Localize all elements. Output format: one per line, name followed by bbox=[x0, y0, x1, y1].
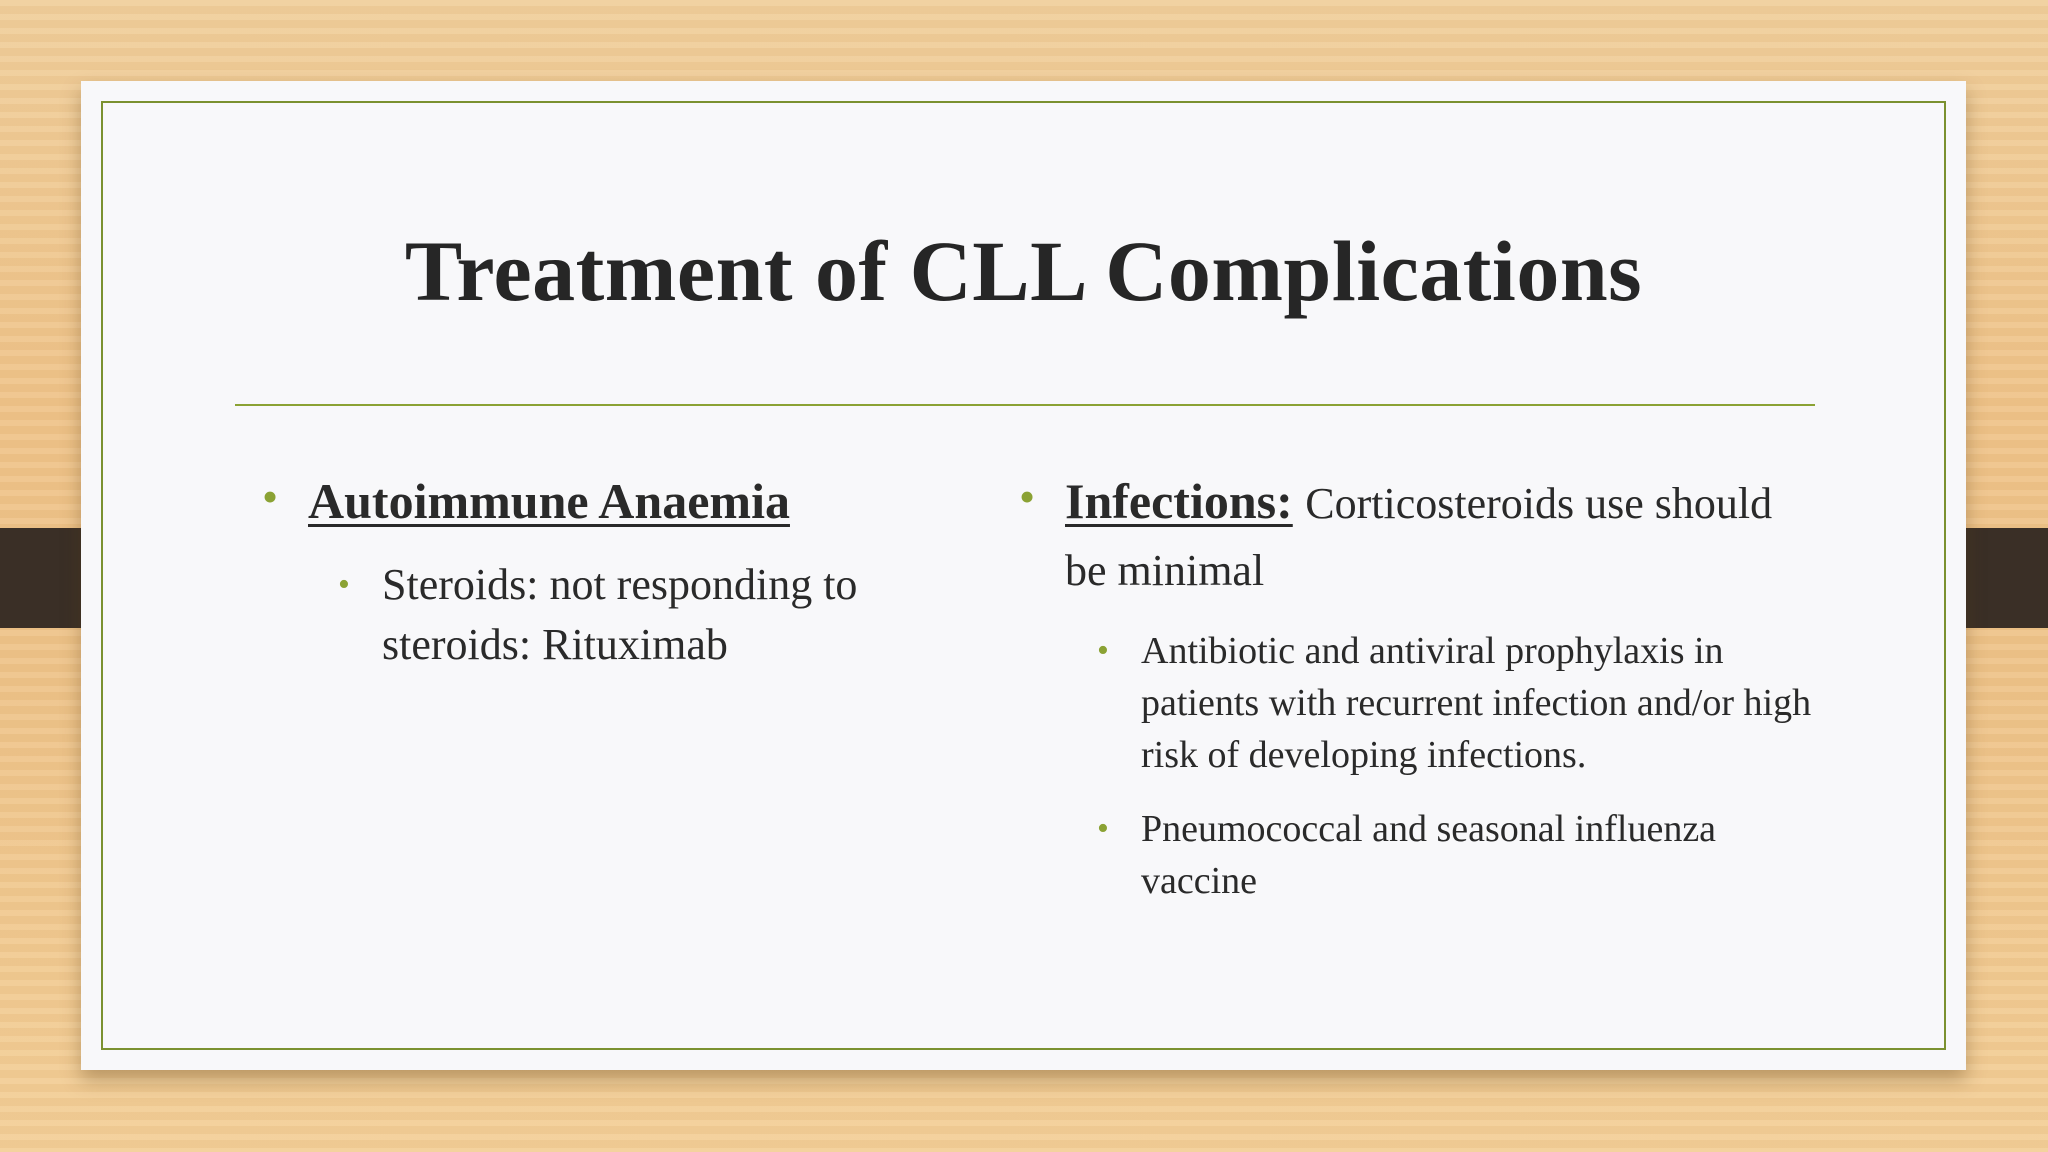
sub-bullet-text: Steroids: not responding to steroids: Rituximab bbox=[382, 560, 858, 669]
bullet-dot-icon: • bbox=[338, 566, 350, 603]
sub-bullet-text: Antibiotic and antiviral prophylaxis in patients with recurrent infection and/or high risk of developing infections. bbox=[1141, 630, 1812, 776]
sub-bullet-steroids bbox=[330, 555, 956, 675]
slide-card bbox=[81, 81, 1966, 1070]
sub-bullet-text: Pneumococcal and seasonal influenza vaccine bbox=[1141, 808, 1717, 902]
bullet-heading: Infections: bbox=[1065, 473, 1293, 529]
right-column bbox=[1013, 469, 1813, 907]
bullet-dot-icon: • bbox=[1097, 632, 1109, 669]
bullet-heading-rest: Corticosteroids use should be minimal bbox=[1065, 479, 1773, 595]
slide-title: Treatment of CLL Complications bbox=[404, 223, 1643, 319]
bullet-dot-icon: • bbox=[1097, 810, 1109, 847]
bullet-dot-icon: • bbox=[262, 471, 279, 522]
sub-bullet-prophylaxis bbox=[1089, 625, 1813, 781]
bullet-infections bbox=[1013, 469, 1813, 603]
bullet-heading: Autoimmune Anaemia bbox=[308, 473, 790, 529]
left-column bbox=[256, 469, 956, 675]
title-divider bbox=[235, 404, 1815, 406]
bullet-autoimmune-anaemia bbox=[256, 469, 956, 533]
bullet-dot-icon: • bbox=[1019, 471, 1036, 522]
sub-bullet-vaccine bbox=[1089, 803, 1813, 907]
